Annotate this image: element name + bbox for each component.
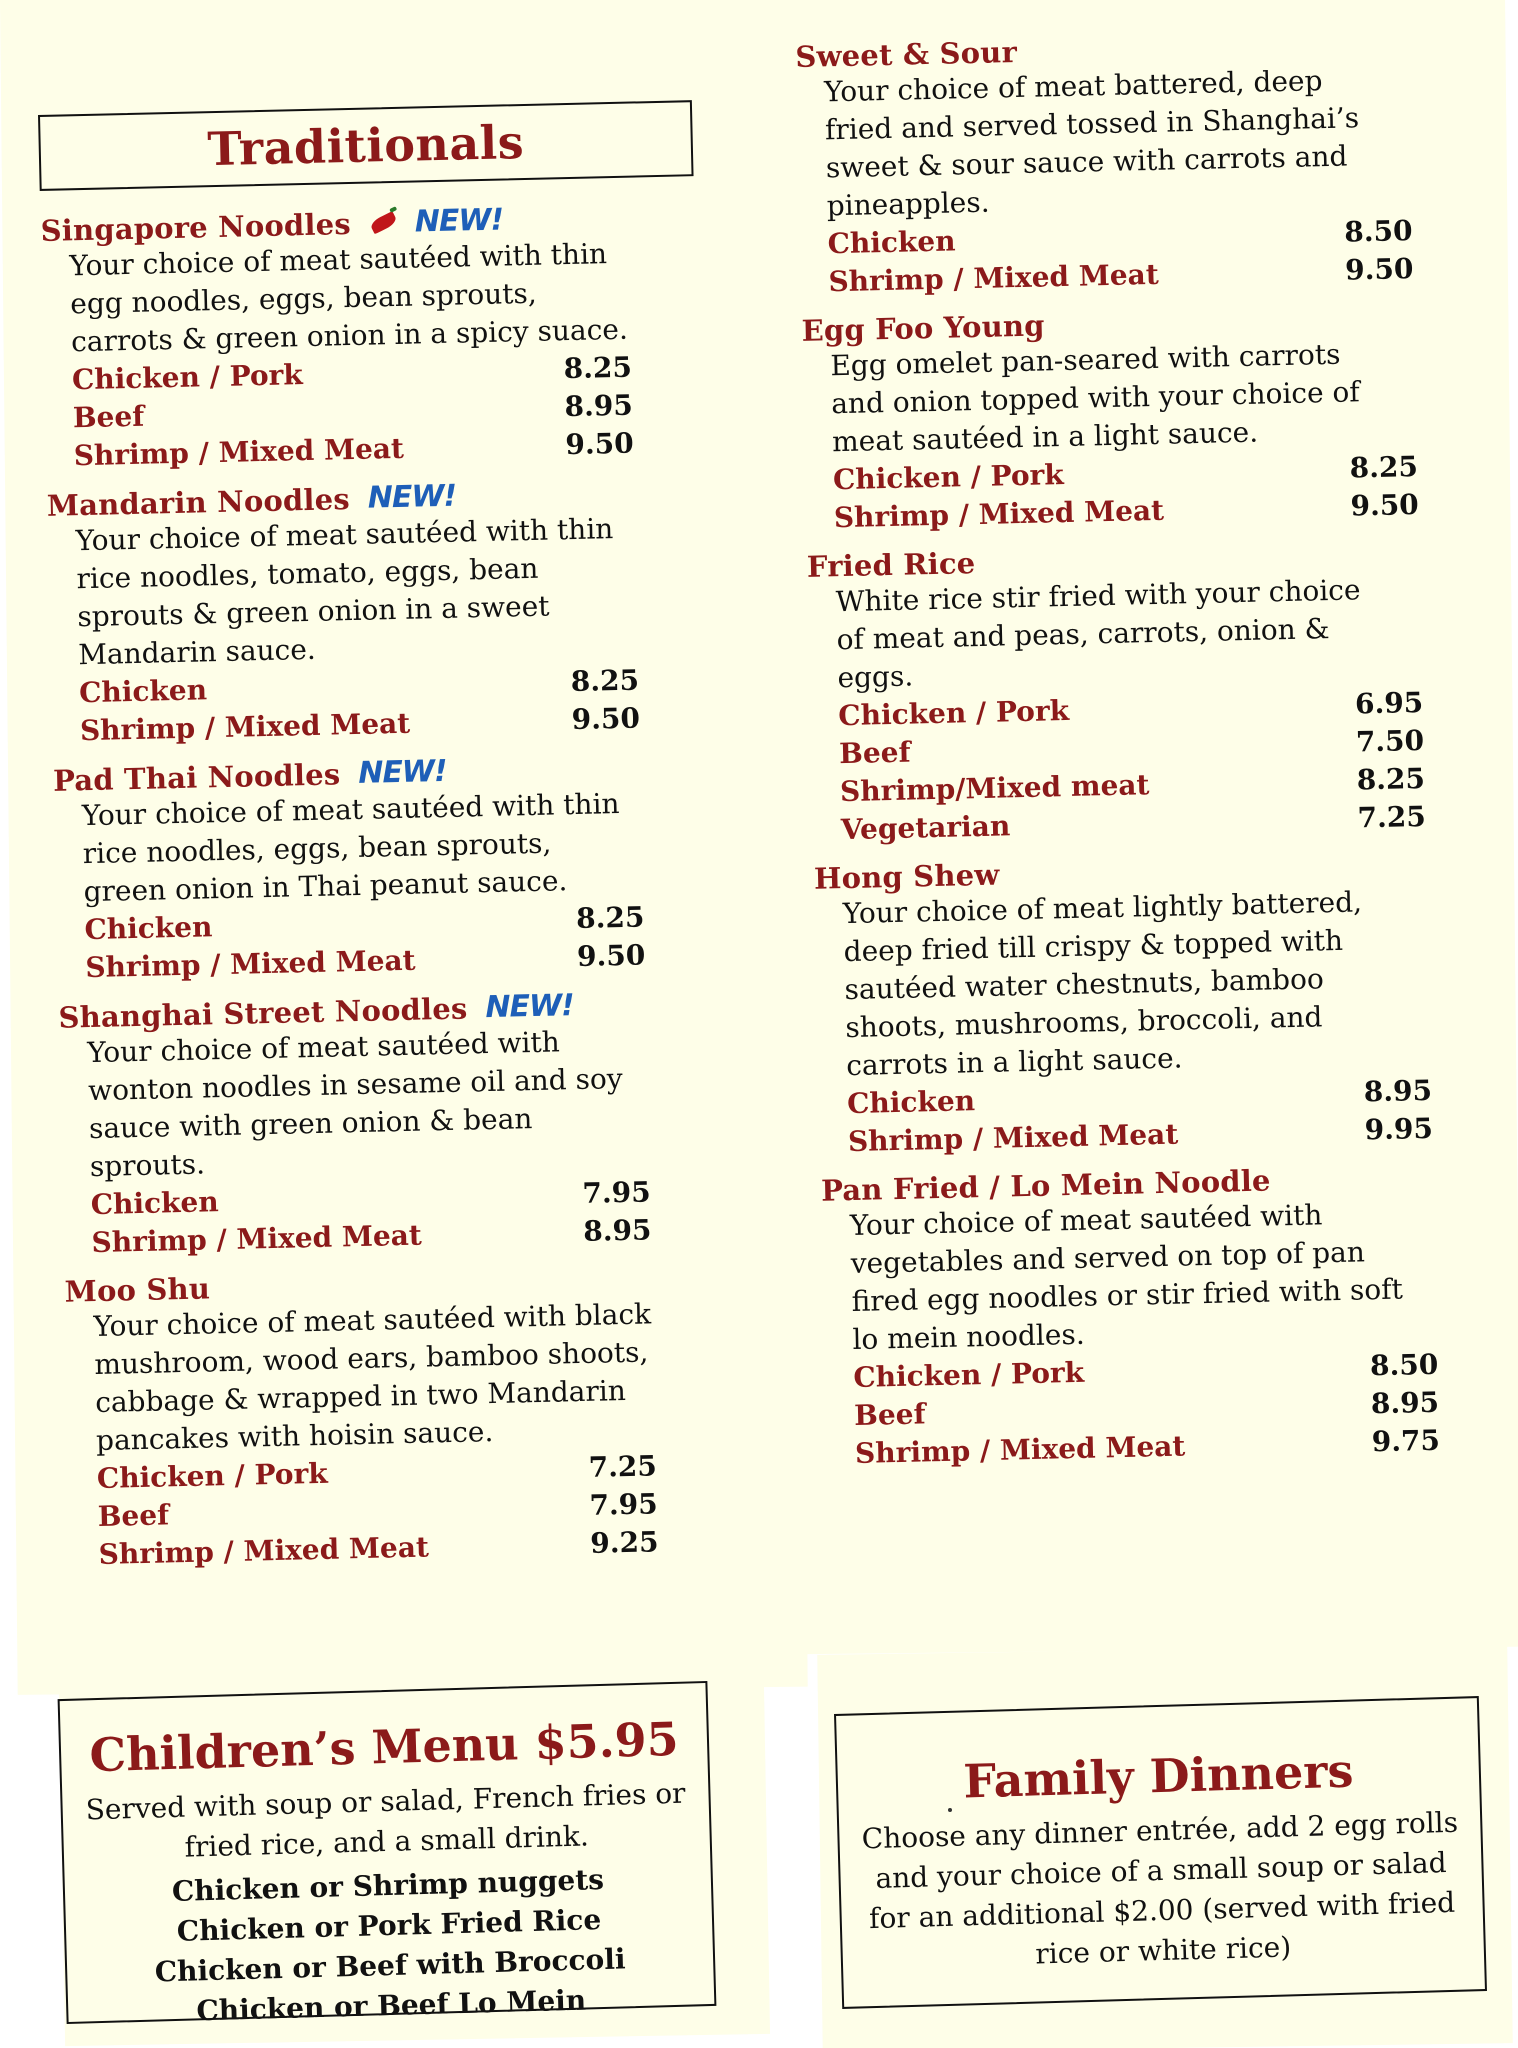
- variant-name: Beef: [838, 735, 911, 771]
- variant-name: Shrimp / Mixed Meat: [847, 1117, 1179, 1159]
- right-item-list: [795, 25, 1487, 1474]
- variant-name: Shrimp / Mixed Meat: [98, 1530, 430, 1571]
- variant-name: Shrimp / Mixed Meat: [854, 1429, 1186, 1470]
- price: 8.95: [564, 388, 634, 424]
- new-badge: NEW!: [357, 753, 448, 791]
- variant-name: Shrimp / Mixed Meat: [84, 943, 416, 985]
- children-menu-description: Served with soup or salad, French fries or fried rice, and a small drink.: [85, 1776, 686, 1864]
- price: 9.50: [1344, 252, 1414, 287]
- price: 9.50: [565, 426, 634, 462]
- price: 7.95: [582, 1175, 651, 1210]
- price: 8.50: [1343, 214, 1413, 249]
- price: 9.95: [1364, 1111, 1434, 1147]
- menu-item-description: Egg omelet pan-seared with carrots and onion topped with your choice of meat sautéed in a light sauce.: [830, 337, 1361, 459]
- variant-name: Shrimp / Mixed Meat: [833, 493, 1165, 535]
- menu-item: [801, 299, 1466, 538]
- price: 8.25: [1356, 761, 1426, 797]
- variant-name: Vegetarian: [840, 809, 1011, 847]
- family-dinners-description: Choose any dinner entrée, add 2 egg rolls and your choice of a small soup or salad for an additional $2.00 (served with fried rice or white rice): [861, 1805, 1459, 1971]
- variant-name: Chicken / Pork: [96, 1456, 329, 1496]
- variant-name: Shrimp / Mixed Meat: [91, 1218, 423, 1260]
- menu-item-name: Shanghai Street Noodles: [58, 990, 468, 1035]
- price: 7.25: [588, 1449, 658, 1484]
- menu-item-description: Your choice of meat sautéed with wonton noodles in sesame oil and soy sauce with green onion & bean sprouts.: [86, 1025, 623, 1184]
- family-dinners-box: [834, 1696, 1487, 2009]
- menu-item: [807, 535, 1474, 850]
- menu-item-name: Singapore Noodles: [40, 206, 352, 248]
- menu-item-name: Sweet & Sour: [795, 34, 1018, 74]
- price: 6.95: [1354, 685, 1424, 721]
- menu-item-description: Your choice of meat sautéed with thin egg noodles, eggs, bean sprouts, carrots & green onion in a spicy suace.: [69, 237, 629, 359]
- section-title: Traditionals: [206, 114, 525, 177]
- menu-item-name: Moo Shu: [64, 1271, 211, 1309]
- price: 9.50: [576, 938, 646, 973]
- variant-name: Chicken: [84, 910, 213, 947]
- menu-item: [53, 747, 748, 988]
- variant-name: Chicken: [78, 673, 208, 710]
- variant-name: Chicken: [827, 224, 956, 261]
- family-dinners-title: Family Dinners: [962, 1743, 1355, 1809]
- menu-column-left: [38, 99, 761, 1586]
- chili-pepper-icon: [369, 211, 398, 234]
- variant-name: Chicken: [846, 1084, 976, 1121]
- menu-item-description: Your choice of meat sautéed with thin rice noodles, tomato, eggs, bean sprouts & green onion in a sweet Mandarin sauce.: [75, 512, 614, 672]
- price: 7.25: [1357, 799, 1427, 835]
- price: 7.95: [589, 1487, 659, 1522]
- price: 8.95: [1370, 1385, 1440, 1421]
- menu-item-description: White rice stir fried with your choice of meat and peas, carrots, onion & eggs.: [835, 573, 1361, 695]
- children-menu-title: Children’s Menu $5.95: [88, 1711, 680, 1783]
- variant-name: Chicken / Pork: [852, 1355, 1085, 1395]
- menu-item: [821, 1159, 1488, 1474]
- menu-item: [58, 984, 754, 1263]
- children-menu-item: Chicken or Pork Fried Rice: [176, 1903, 602, 1948]
- menu-item-description: Your choice of meat lightly battered, deep fried till crispy & topped with sautéed water chestnuts, bamboo shoots, mushrooms, broccoli, and carrots in a light sauce.: [842, 885, 1363, 1083]
- price: 8.95: [582, 1213, 652, 1248]
- variant-name: Beef: [853, 1397, 926, 1433]
- new-badge: NEW!: [414, 202, 504, 240]
- menu-item-name: Fried Rice: [806, 546, 976, 584]
- menu-item: [40, 197, 736, 476]
- children-menu-item: Chicken or Beef with Broccoli: [154, 1942, 626, 1989]
- price: 8.50: [1369, 1347, 1439, 1383]
- price: 8.25: [575, 900, 645, 935]
- children-menu-box: [58, 1681, 717, 2028]
- variant-name: Chicken: [90, 1185, 219, 1222]
- variant-name: Chicken / Pork: [832, 458, 1065, 497]
- variant-name: Beef: [72, 399, 145, 435]
- variant-name: Chicken / Pork: [837, 693, 1070, 733]
- new-badge: NEW!: [367, 478, 457, 516]
- price: 9.75: [1371, 1423, 1441, 1459]
- price: 8.25: [563, 350, 633, 386]
- menu-item-name: Mandarin Noodles: [46, 481, 351, 523]
- price: 8.95: [1363, 1073, 1433, 1109]
- variant-name: Chicken / Pork: [71, 358, 304, 397]
- price: 8.25: [1349, 449, 1419, 485]
- price: 7.50: [1355, 723, 1425, 759]
- price: 8.25: [570, 663, 640, 699]
- children-menu-item: Chicken or Beef Lo Mein: [195, 1983, 587, 2028]
- variant-name: Shrimp / Mixed Meat: [73, 431, 405, 473]
- menu-column-right: [795, 25, 1488, 1486]
- menu-item-name: Pad Thai Noodles: [52, 756, 341, 798]
- children-menu-list: [65, 1857, 715, 2035]
- variant-name: Shrimp / Mixed Meat: [79, 706, 411, 748]
- children-menu-item: Chicken or Shrimp nuggets: [171, 1862, 605, 1909]
- variant-name: Shrimp/Mixed meat: [839, 768, 1150, 809]
- menu-item-name: Hong Shew: [813, 857, 1000, 896]
- left-item-list: [40, 197, 761, 1574]
- menu-item-description: Your choice of meat sautéed with thin rice noodles, eggs, bean sprouts, green onion in Thai peanut sauce.: [81, 786, 620, 909]
- menu-item-description: Your choice of meat sautéed with black mushroom, wood ears, bamboo shoots, cabbage & wrapped in two Mandarin pancakes with hoisin sauce.: [93, 1297, 652, 1458]
- variant-name: Beef: [97, 1498, 170, 1533]
- menu-item: [64, 1259, 761, 1575]
- menu-item-description: Your choice of meat battered, deep fried and served tossed in Shanghai’s sweet & sour sauce with carrots and pineapples.: [823, 64, 1360, 223]
- price: 9.50: [1350, 487, 1420, 523]
- section-title-box: [38, 100, 694, 191]
- menu-item: [46, 472, 742, 751]
- menu-item: [814, 847, 1481, 1162]
- price: 9.50: [571, 701, 641, 737]
- variant-name: Shrimp / Mixed Meat: [828, 257, 1160, 299]
- price: 9.25: [589, 1525, 659, 1560]
- new-badge: NEW!: [485, 988, 575, 1026]
- menu-item: [795, 25, 1461, 302]
- menu-item-description: Your choice of meat sautéed with vegetables and served on top of pan fired egg noodles or stir fried with soft lo mein noodles.: [849, 1198, 1404, 1357]
- menu-item-name: Pan Fried / Lo Mein Noodle: [820, 1163, 1271, 1208]
- menu-item-name: Egg Foo Young: [801, 308, 1046, 348]
